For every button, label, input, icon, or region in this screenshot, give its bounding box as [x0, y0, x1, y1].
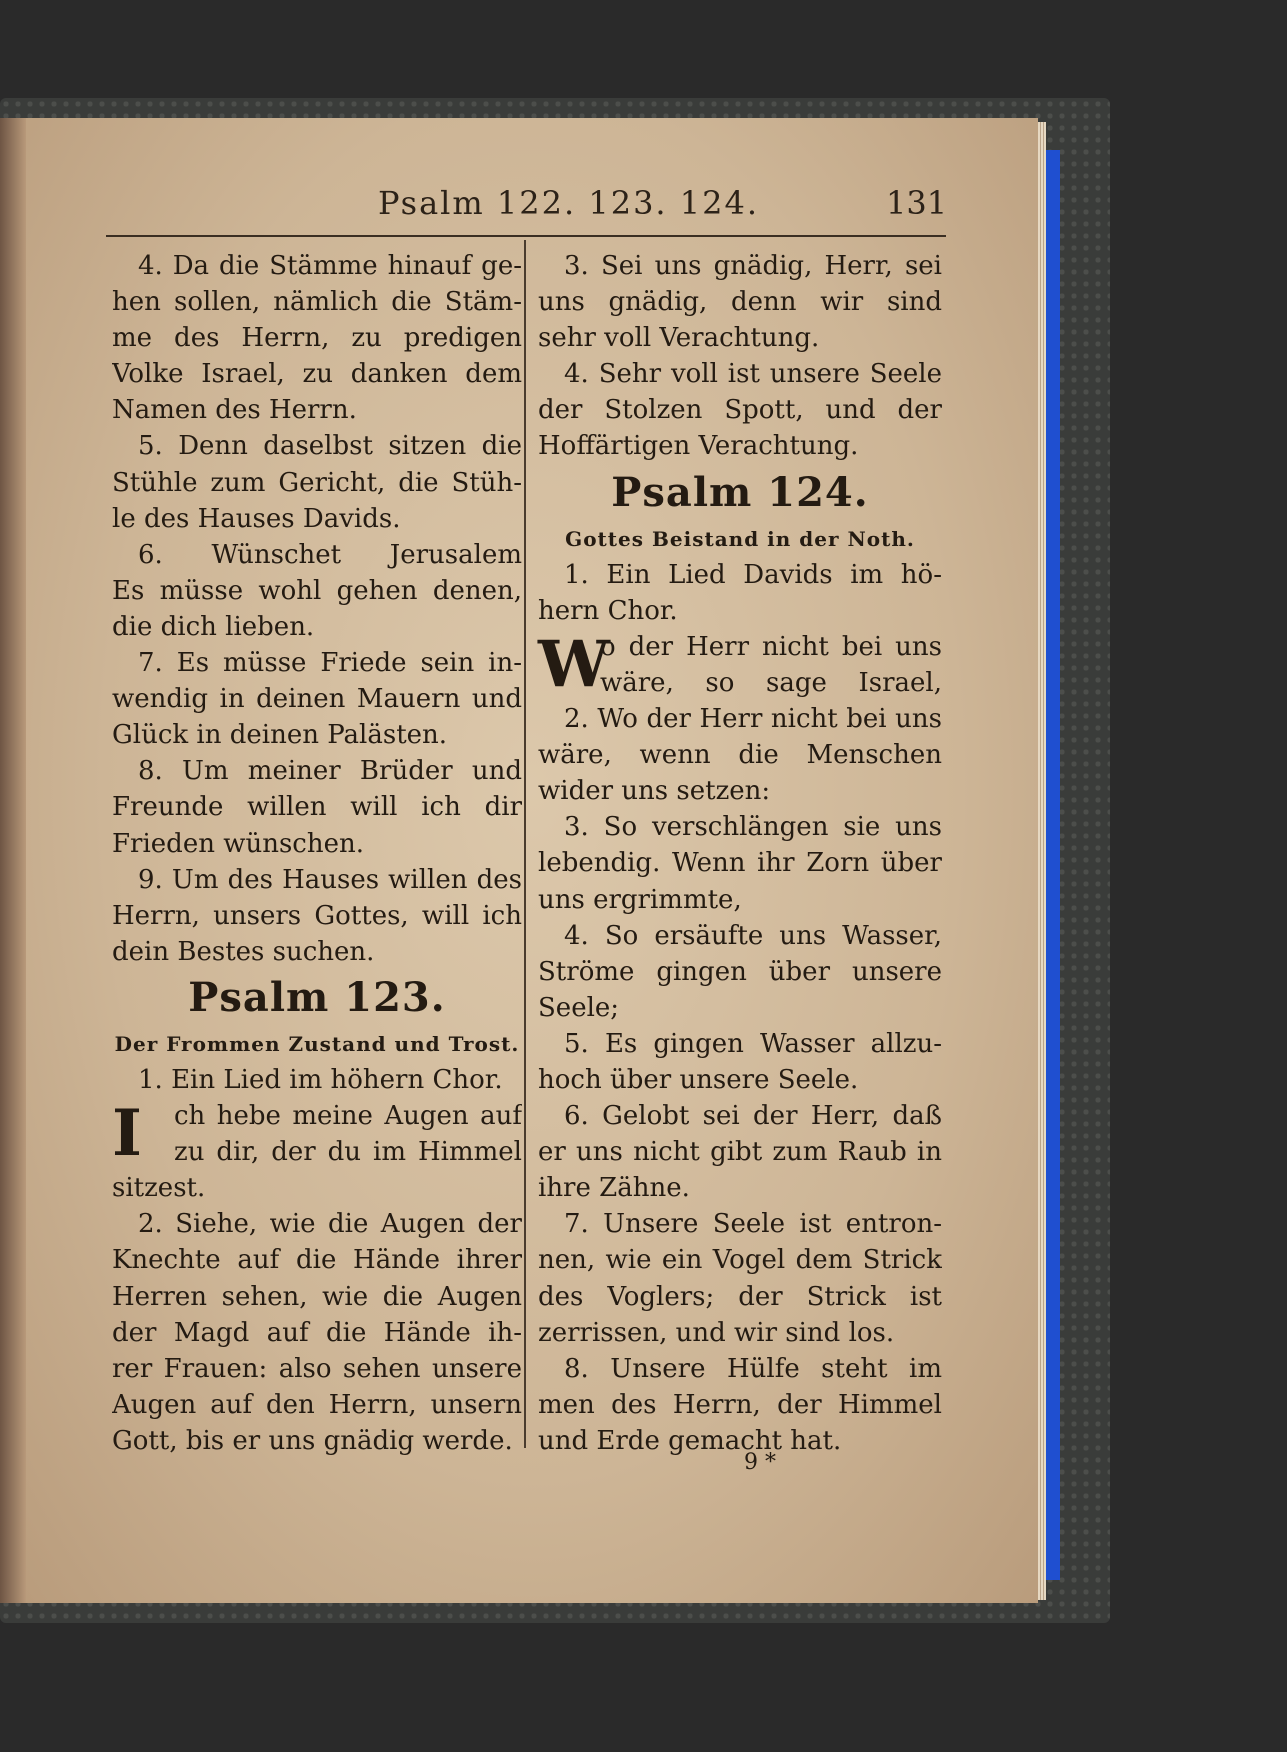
text-line: Freunde willen will ich dir: [112, 792, 522, 823]
header-rule: [106, 235, 946, 237]
psalm-123-verse-1: 1. Ein Lied im höhern Chor.: [138, 1064, 503, 1095]
text-line: der Magd auf die Hände ih-: [112, 1317, 522, 1348]
page-number: 131: [886, 184, 948, 222]
text-line: die dich lieben.: [112, 611, 315, 642]
psalm-123-subheading: Der Frommen Zustand und Trost.: [114, 1031, 520, 1056]
text-line: zerrissen, und wir sind los.: [538, 1317, 895, 1348]
running-title: Psalm 122. 123. 124.: [378, 184, 760, 222]
text-line: 5. Es gingen Wasser allzu-: [564, 1028, 942, 1059]
text-line: nen, wie ein Vogel dem Strick: [538, 1245, 942, 1276]
text-line: Augen auf den Herrn, unsern: [112, 1389, 522, 1420]
text-line: Es müsse wohl gehen denen,: [112, 575, 522, 606]
text-line: 7. Unsere Seele ist entron-: [564, 1209, 942, 1240]
text-line: der Stolzen Spott, und der: [538, 395, 942, 426]
text-line: 2. Wo der Herr nicht bei uns: [564, 704, 942, 735]
psalm-124-subheading: Gottes Beistand in der Noth.: [565, 526, 915, 551]
drop-cap-letter: I: [112, 1096, 142, 1172]
text-line: des Voglers; der Strick ist: [538, 1281, 942, 1312]
text-line: Frieden wünschen.: [112, 828, 365, 859]
text-line: hen sollen, nämlich die Stäm-: [112, 287, 522, 318]
text-line: sitzest.: [112, 1173, 206, 1204]
psalm-124-heading: Psalm 124.: [611, 468, 869, 516]
text-line: Glück in deinen Palästen.: [112, 720, 448, 751]
psalm-123-heading: Psalm 123.: [188, 973, 446, 1021]
text-line: 4. Sehr voll ist unsere Seele: [564, 359, 942, 390]
text-line: 8. Unsere Hülfe steht im: [564, 1353, 942, 1384]
text-line: 6. Wünschet Jerusalem: [138, 539, 522, 570]
text-line: sehr voll Verachtung.: [538, 323, 820, 354]
drop-cap-line: wäre, so sage Israel,: [600, 667, 942, 698]
page-edges: [1038, 122, 1046, 1600]
text-line: 4. Da die Stämme hinauf ge-: [138, 251, 522, 281]
text-line: 8. Um meiner Brüder und: [138, 756, 522, 787]
text-line: Knechte auf die Hände ihrer: [112, 1245, 522, 1276]
text-line: Herren sehen, wie die Augen: [112, 1281, 522, 1312]
text-line: Stühle zum Gericht, die Stüh-: [112, 467, 522, 498]
text-line: Namen des Herrn.: [112, 395, 357, 426]
text-line: Seele;: [538, 992, 620, 1023]
text-line: Ströme gingen über unsere: [538, 956, 942, 987]
text-line: 7. Es müsse Friede sein in-: [138, 648, 522, 679]
text-line: Hoffärtigen Verachtung.: [538, 431, 859, 462]
text-line: 2. Siehe, wie die Augen der: [138, 1209, 522, 1240]
psalm-124-drop-cap: [538, 626, 942, 702]
psalm-124-verse-1: hern Chor.: [538, 595, 678, 626]
text-line: Volke Israel, zu danken dem: [112, 359, 522, 390]
text-line: 4. So ersäufte uns Wasser,: [564, 920, 942, 951]
text-line: Herrn, unsers Gottes, will ich: [112, 900, 522, 931]
text-line: le des Hauses Davids.: [112, 503, 401, 534]
signature-mark: 9 *: [744, 1450, 776, 1475]
drop-cap-letter: W: [538, 626, 610, 702]
running-head: [0, 184, 960, 234]
text-line: 9. Um des Hauses willen des: [138, 864, 522, 895]
text-line: dein Bestes suchen.: [112, 936, 375, 967]
text-line: wäre, wenn die Menschen: [538, 740, 942, 771]
previous-page-edge: [0, 118, 26, 1603]
text-line: men des Herrn, der Himmel: [538, 1389, 942, 1420]
text-line: hoch über unsere Seele.: [538, 1064, 859, 1095]
text-line: uns ergrimmte,: [538, 884, 742, 915]
text-line: ihre Zähne.: [538, 1173, 690, 1204]
text-line: Gott, bis er uns gnädig werde.: [112, 1425, 513, 1456]
drop-cap-line: o der Herr nicht bei uns: [600, 631, 942, 662]
text-line: me des Herrn, zu predigen: [112, 323, 522, 354]
drop-cap-line: zu dir, der du im Himmel: [174, 1137, 522, 1168]
text-line: 6. Gelobt sei der Herr, daß: [564, 1101, 942, 1132]
text-line: er uns nicht gibt zum Raub in: [538, 1137, 942, 1168]
text-line: und Erde gemacht hat.: [538, 1425, 842, 1456]
text-line: wider uns setzen:: [538, 776, 771, 807]
text-line: rer Frauen: also sehen unsere: [112, 1353, 522, 1384]
text-line: 3. So verschlängen sie uns: [564, 812, 942, 843]
text-line: wendig in deinen Mauern und: [112, 684, 522, 715]
left-column: [112, 248, 522, 1459]
right-column: [538, 248, 942, 1459]
column-divider: [524, 240, 526, 1448]
psalm-124-verse-1: 1. Ein Lied Davids im hö-: [564, 559, 942, 590]
blue-page-edge: [1046, 150, 1060, 1580]
text-line: 3. Sei uns gnädig, Herr, sei: [564, 251, 942, 281]
text-line: lebendig. Wenn ihr Zorn über: [538, 848, 942, 879]
text-line: uns gnädig, denn wir sind: [538, 287, 942, 318]
psalm-123-drop-cap: [112, 1098, 522, 1170]
text-line: 5. Denn daselbst sitzen die: [138, 431, 522, 462]
drop-cap-line: ch hebe meine Augen auf: [174, 1101, 522, 1132]
